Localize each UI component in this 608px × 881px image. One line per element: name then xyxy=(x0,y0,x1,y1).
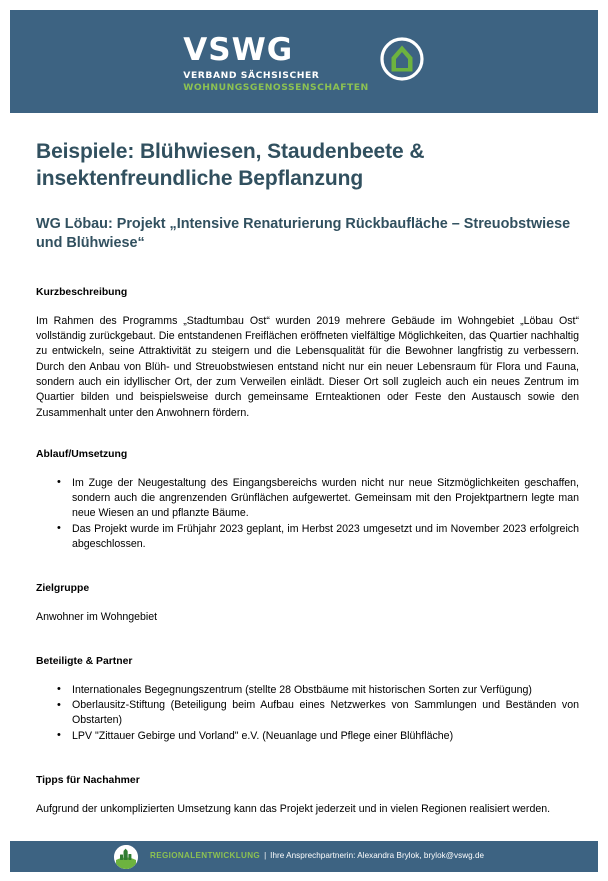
logo-tagline-primary: VERBAND SÄCHSISCHER xyxy=(183,69,320,81)
spacer xyxy=(36,788,579,802)
spacer xyxy=(36,596,579,610)
bullet-list-beteiligte-partner xyxy=(36,683,579,744)
house-in-circle-icon xyxy=(379,36,425,82)
spacer xyxy=(36,552,579,582)
document-body xyxy=(36,286,579,817)
logo-tagline-secondary: WOHNUNGSGENOSSENSCHAFTEN xyxy=(183,82,369,93)
footer-label: REGIONALENTWICKLUNG xyxy=(150,851,261,861)
footer-contact: Ihre Ansprechpartnerin: Alexandra Brylok, brylok@vswg.de xyxy=(270,851,485,861)
page-title: Beispiele: Blühwiesen, Staudenbeete & insektenfreundliche Bepflanzung xyxy=(36,140,425,191)
spacer xyxy=(36,462,579,476)
list-item: • Im Zuge der Neugestaltung des Eingangsbereichs wurden nicht nur neue Sitzmöglichkeiten geschaffen, sondern auch die angrenzenden Grünflächen aufgewertet. Gemeinsam mit den Projektpartnern legte man neue Wiesen an und pflanzte Bäume. xyxy=(36,476,579,522)
section-heading-ablauf-umsetzung: Ablauf/Umsetzung xyxy=(36,449,128,461)
logo-wordmark: VSWG xyxy=(183,31,294,68)
spacer xyxy=(36,421,579,448)
logo-text-block xyxy=(183,31,369,93)
spacer xyxy=(36,625,579,655)
bullet-list-ablauf-umsetzung xyxy=(36,476,579,553)
section-heading-zielgruppe: Zielgruppe xyxy=(36,583,90,595)
section-paragraph-tipps-fuer-nachahmer: Aufgrund der unkomplizierten Umsetzung kann das Projekt jederzeit und in vielen Regionen realisiert werden. xyxy=(36,802,551,815)
spacer xyxy=(36,300,579,314)
spacer xyxy=(36,744,579,774)
spacer xyxy=(36,669,579,683)
section-heading-kurzbeschreibung: Kurzbeschreibung xyxy=(36,287,128,298)
footer-bar xyxy=(10,841,598,872)
footer-separator: | xyxy=(264,851,267,861)
section-heading-beteiligte-partner: Beteiligte & Partner xyxy=(36,656,133,668)
vswg-logo xyxy=(183,31,424,93)
section-heading-tipps-fuer-nachahmer: Tipps für Nachahmer xyxy=(36,775,140,787)
list-item: • LPV "Zittauer Gebirge und Vorland" e.V. (Neuanlage und Pflege einer Blühfläche) xyxy=(36,729,579,744)
list-item: • Oberlausitz-Stiftung (Beteiligung beim Aufbau eines Netzwerkes von Sammlungen und Beständen von Obstarten) xyxy=(36,698,579,729)
header-banner xyxy=(10,10,598,113)
footer-text xyxy=(150,852,484,860)
list-item: • Internationales Begegnungszentrum (stellte 28 Obstbäume mit historischen Sorten zur Verfügung) xyxy=(36,683,579,698)
page-subtitle: WG Löbau: Projekt „Intensive Renaturierung Rückbaufläche – Streuobstwiese und Blühwiese“ xyxy=(36,216,571,252)
regional-development-icon xyxy=(114,845,138,869)
section-paragraph-zielgruppe: Anwohner im Wohngebiet xyxy=(36,610,158,623)
list-item: • Das Projekt wurde im Frühjahr 2023 geplant, im Herbst 2023 umgesetzt und im November 2023 erfolgreich abgeschlossen. xyxy=(36,522,579,553)
section-paragraph-kurzbeschreibung: Im Rahmen des Programms „Stadtumbau Ost“ wurden 2019 mehrere Gebäude im Wohngebiet „Löbau Ost“ vollständig zurückgebaut. Die entstandenen Freiflächen eröffneten vielfältige Möglichkeiten, das Quartier nachhaltig zu entwickeln, seine Attraktivität zu steigern und die Lebensqualität für die Bewohner langfristig zu verbessern. Durch den Anbau von Blüh- und Streuobstwiesen entstand nicht nur ein neuer Lebensraum für Flora und Fauna, sondern auch ein idyllischer Ort, der zum Verweilen einlädt. Dieser Ort soll zugleich auch ein neues Zentrum im Quartier bilden und beispielsweise durch gemeinsame Ernteaktionen oder Feste den Austausch sowie den Zusammenhalt unter den Anwohnern fördern. xyxy=(36,314,579,419)
